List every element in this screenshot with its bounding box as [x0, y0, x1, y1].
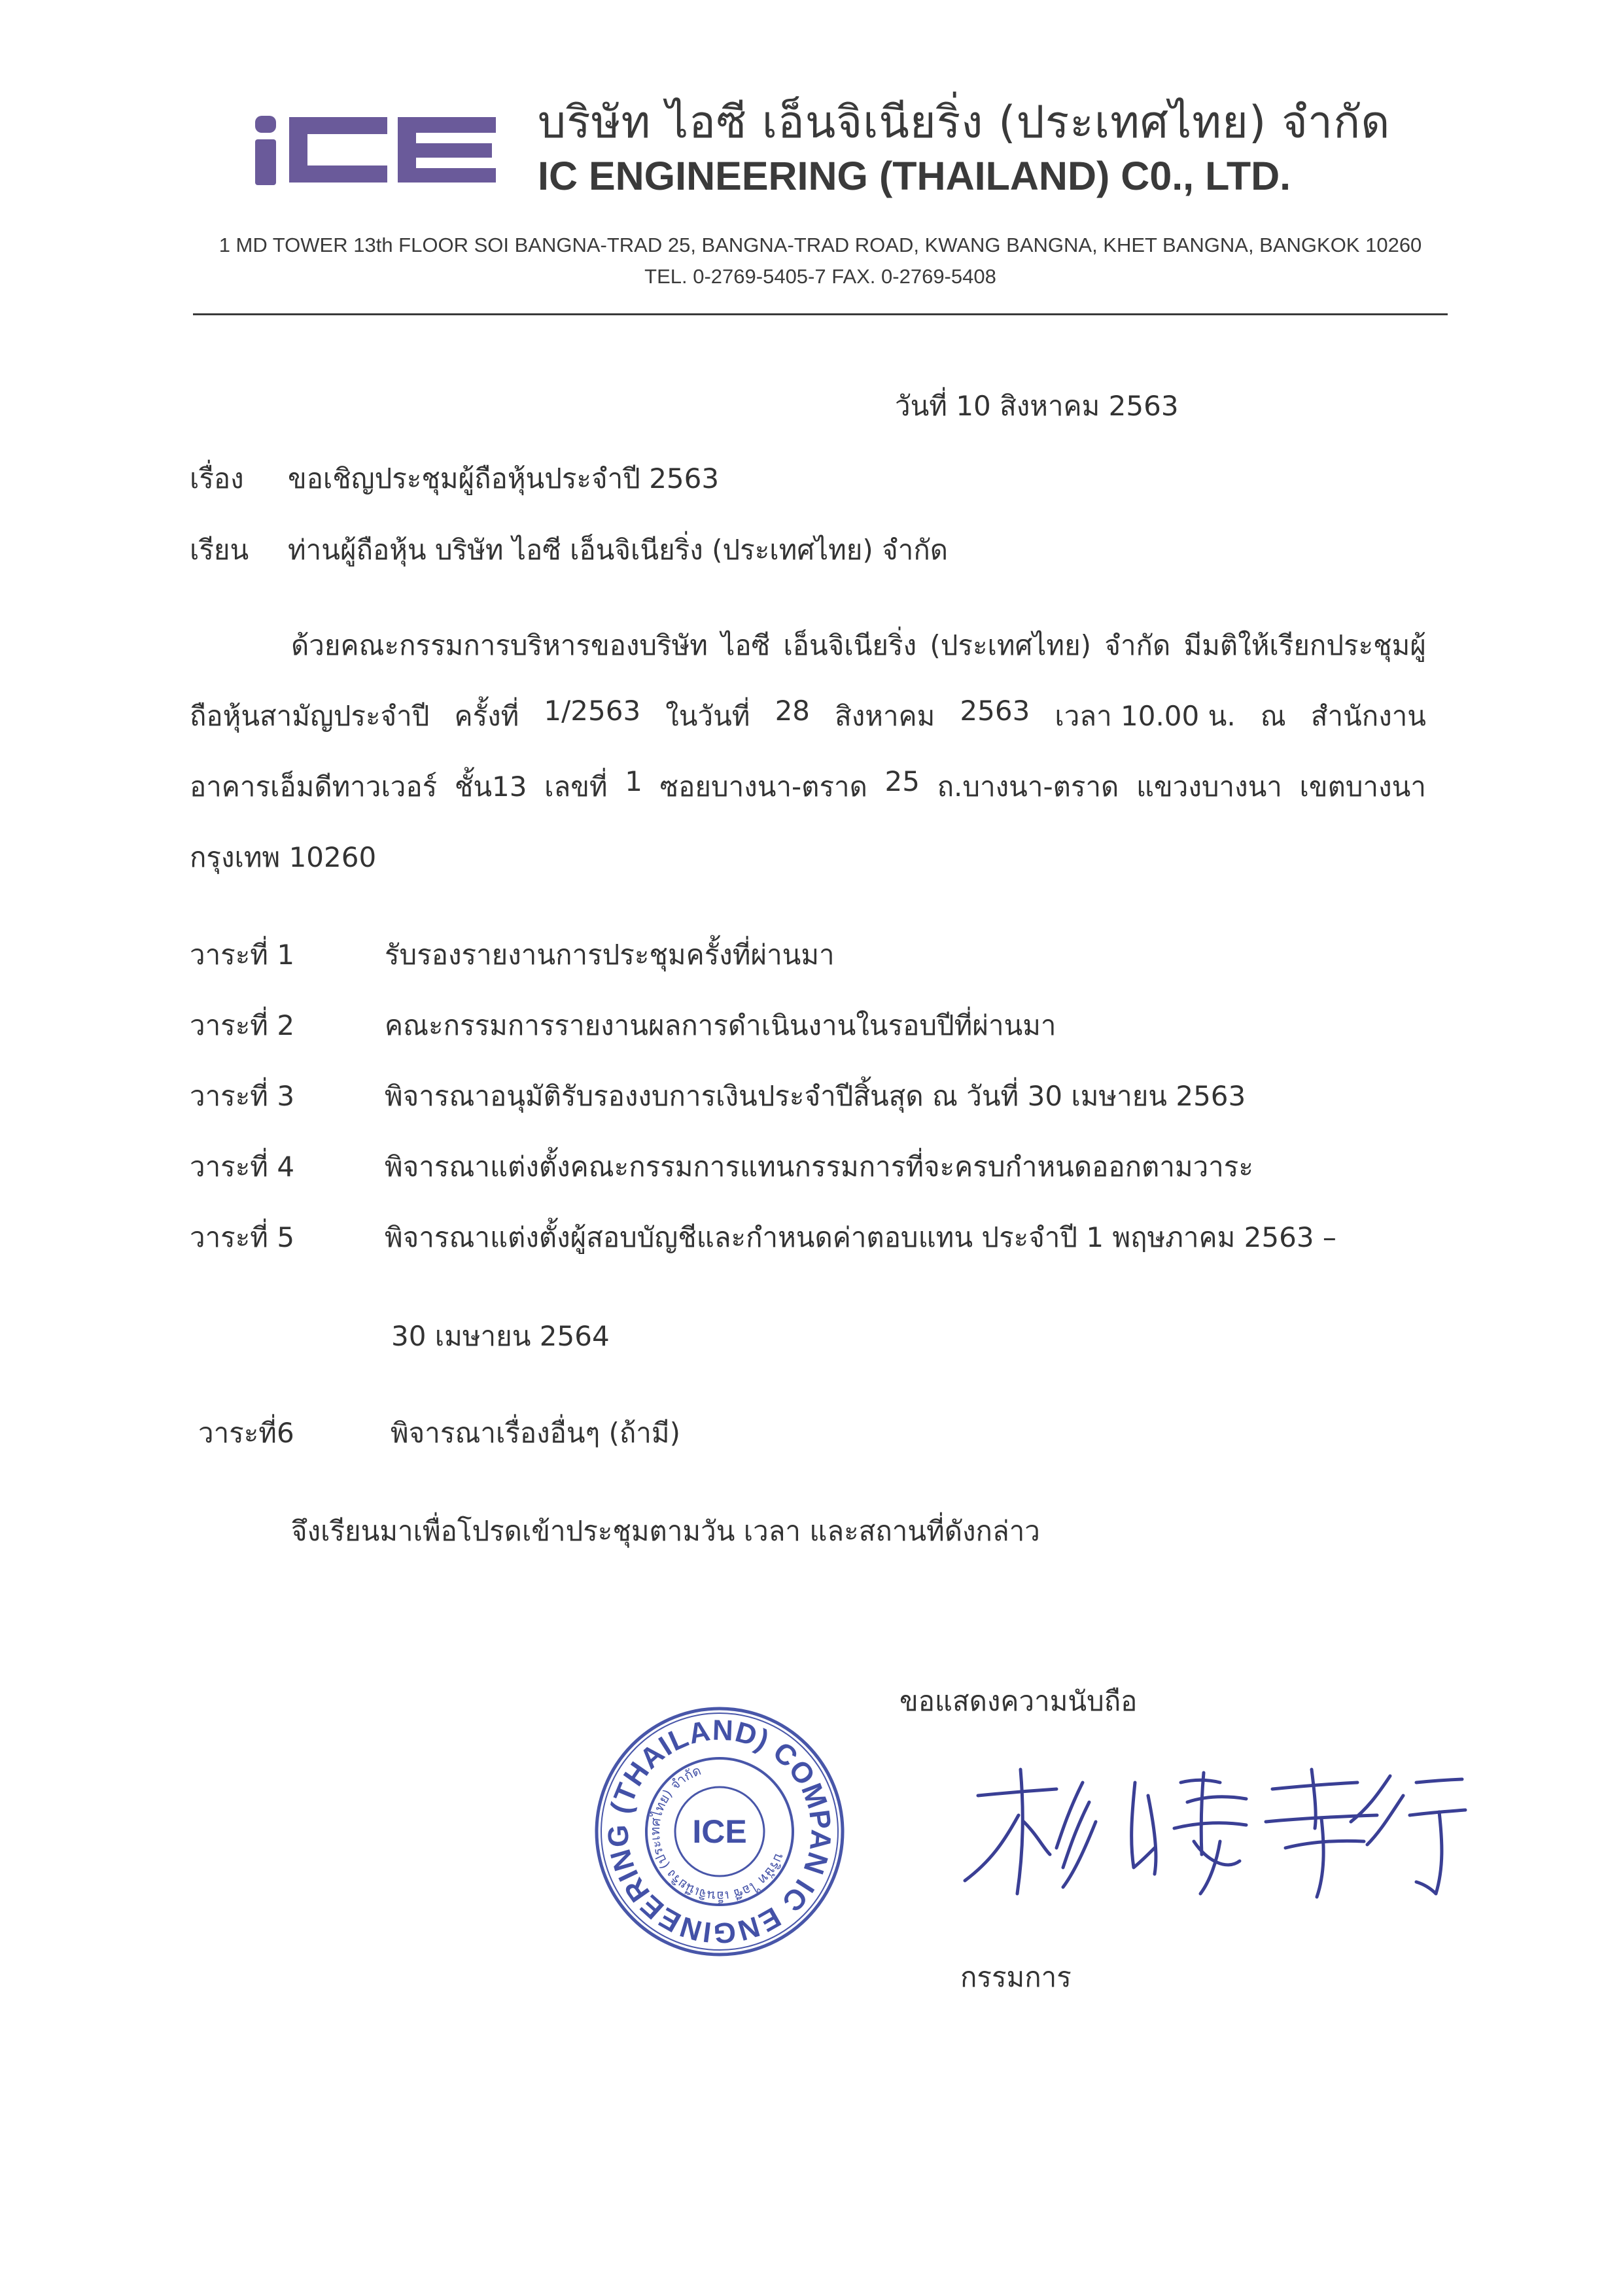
- company-seal-stamp: [592, 1704, 847, 1962]
- header-divider: [193, 313, 1448, 315]
- company-contact: TEL. 0-2769-5405-7 FAX. 0-2769-5408: [644, 265, 996, 288]
- subject-label: เรื่อง: [190, 462, 244, 495]
- company-name-english: IC ENGINEERING (THAILAND) C0., LTD.: [538, 154, 1291, 198]
- seal-inner-text: บริษัท ไอซี เอ็นจิเนียริ่ง (ประเทศไทย) จำกัด: [646, 1762, 788, 1905]
- agenda-3-text: พิจารณาอนุมัติรับรองงบการเงินประจำปีสิ้นสุด ณ วันที่ 30 เมษายน 2563: [385, 1080, 1246, 1112]
- subject-text: ขอเชิญประชุมผู้ถือหุ้นประจำปี 2563: [288, 462, 720, 495]
- paragraph-line-4: กรุงเทพ 10260: [190, 841, 377, 873]
- agenda-4-label: วาระที่ 4: [190, 1151, 295, 1183]
- company-logo: [255, 114, 497, 189]
- agenda-2-label: วาระที่ 2: [190, 1009, 295, 1041]
- agenda-4-text: พิจารณาแต่งตั้งคณะกรรมการแทนกรรมการที่จะครบกำหนดออกตามวาระ: [385, 1151, 1253, 1183]
- paragraph-line-2: ถือหุ้นสามัญประจำปี ครั้งที่ 1/2563 ในวันที่ 28 สิงหาคม 2563 เวลา 10.00 น. ณ สำนักงาน: [190, 695, 1426, 732]
- agenda-6-label: วาระที่6: [198, 1417, 294, 1449]
- agenda-5-label: วาระที่ 5: [190, 1221, 295, 1253]
- agenda-1-text: รับรองรายงานการประชุมครั้งที่ผ่านมา: [385, 939, 835, 971]
- recipient-label: เรียน: [190, 534, 249, 566]
- seal-center-text: ICE: [692, 1813, 747, 1850]
- paragraph-line-3: อาคารเอ็มดีทาวเวอร์ ชั้น13 เลขที่ 1 ซอยบางนา-ตราด 25 ถ.บางนา-ตราด แขวงบางนา เขตบางนา: [190, 765, 1426, 803]
- regards-text: ขอแสดงความนับถือ: [899, 1685, 1138, 1717]
- ice-logo-mark: [255, 116, 496, 185]
- agenda-2-text: คณะกรรมการรายงานผลการดำเนินงานในรอบปีที่ผ่านมา: [385, 1009, 1056, 1041]
- company-address: 1 MD TOWER 13th FLOOR SOI BANGNA-TRAD 25, BANGNA-TRAD ROAD, KWANG BANGNA, KHET BANGNA, BANGKOK 10260: [218, 234, 1422, 256]
- paragraph-line-1: ด้วยคณะกรรมการบริหารของบริษัท ไอซี เอ็นจิเนียริ่ง (ประเทศไทย) จำกัด มีมติให้เรียกประชุมผู้: [291, 629, 1426, 661]
- agenda-6-text: พิจารณาเรื่องอื่นๆ (ถ้ามี): [391, 1417, 680, 1449]
- closing-sentence: จึงเรียนมาเพื่อโปรดเข้าประชุมตามวัน เวลา และสถานที่ดังกล่าว: [291, 1515, 1040, 1547]
- agenda-1-label: วาระที่ 1: [190, 939, 295, 971]
- recipient-text: ท่านผู้ถือหุ้น บริษัท ไอซี เอ็นจิเนียริ่ง (ประเทศไทย) จำกัด: [288, 534, 949, 566]
- agenda-5-text: พิจารณาแต่งตั้งผู้สอบบัญชีและกำหนดค่าตอบแทน ประจำปี 1 พฤษภาคม 2563 –: [385, 1221, 1336, 1253]
- seal-outer-text: IC ENGINEERING (THAILAND) COMPANY: [602, 1714, 837, 1949]
- signer-title: กรรมการ: [960, 1961, 1072, 1993]
- letter-date: วันที่ 10 สิงหาคม 2563: [895, 390, 1179, 422]
- agenda-3-label: วาระที่ 3: [190, 1080, 295, 1112]
- company-name-thai: บริษัท ไอซี เอ็นจิเนียริ่ง (ประเทศไทย) จำกัด: [538, 97, 1391, 148]
- handwritten-signature: [958, 1756, 1469, 1909]
- agenda-5-continued: 30 เมษายน 2564: [391, 1320, 610, 1352]
